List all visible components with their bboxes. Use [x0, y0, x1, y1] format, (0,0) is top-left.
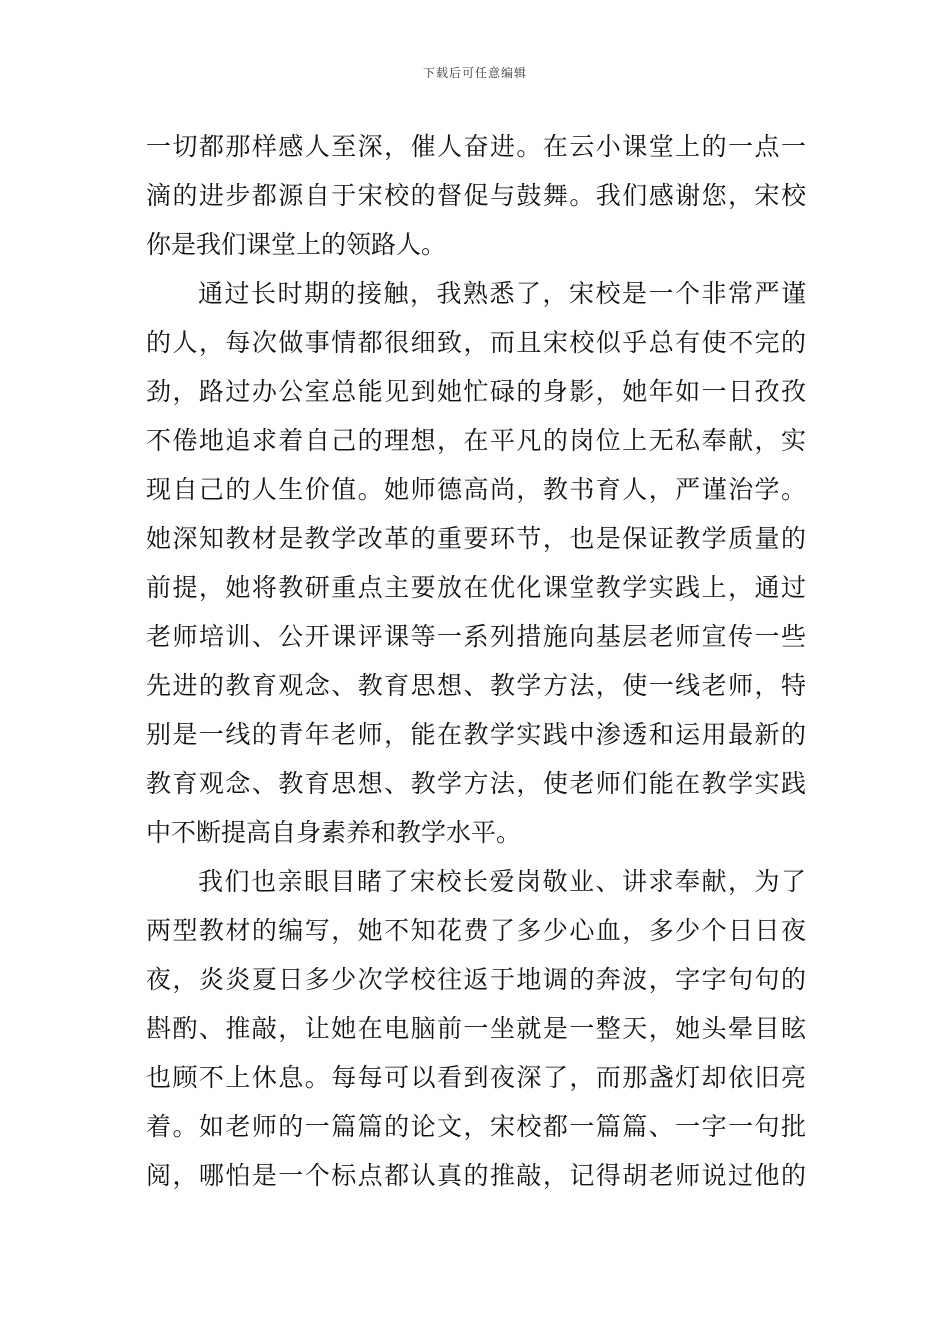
document-body — [146, 122, 806, 1200]
text-line: 你是我们课堂上的领路人。 — [146, 230, 447, 259]
text-line: 先进的教育观念、教育思想、教学方法，使一线老师，特 — [146, 671, 806, 700]
text-line: 老师培训、公开课评课等一系列措施向基层老师宣传一些 — [146, 622, 806, 651]
text-line: 阅，哪怕是一个标点都认真的推敲，记得胡老师说过他的 — [146, 1161, 806, 1190]
text-line: 别是一线的青年老师，能在教学实践中渗透和运用最新的 — [146, 720, 806, 749]
text-line: 两型教材的编写，她不知花费了多少心血，多少个日日夜 — [146, 916, 806, 945]
paragraph-first-line: 我们也亲眼目睹了宋校长爱岗敬业、讲求奉献，为了 — [198, 867, 806, 896]
text-line: 她深知教材是教学改革的重要环节，也是保证教学质量的 — [146, 524, 806, 553]
text-line: 斟酌、推敲，让她在电脑前一坐就是一整天，她头晕目眩 — [146, 1014, 806, 1043]
text-line: 着。如老师的一篇篇的论文，宋校都一篇篇、一字一句批 — [146, 1112, 806, 1141]
text-line: 也顾不上休息。每每可以看到夜深了，而那盏灯却依旧亮 — [146, 1063, 806, 1092]
text-line: 前提，她将教研重点主要放在优化课堂教学实践上，通过 — [146, 573, 806, 602]
paragraph-first-line: 通过长时期的接触，我熟悉了，宋校是一个非常严谨 — [198, 279, 806, 308]
text-line: 现自己的人生价值。她师德高尚，教书育人，严谨治学。 — [146, 475, 806, 504]
text-line: 滴的进步都源自于宋校的督促与鼓舞。我们感谢您，宋校 — [146, 181, 806, 210]
text-line: 夜，炎炎夏日多少次学校往返于地调的奔波，字字句句的 — [146, 965, 806, 994]
text-line: 教育观念、教育思想、教学方法，使老师们能在教学实践 — [146, 769, 806, 798]
text-line: 劲，路过办公室总能见到她忙碌的身影，她年如一日孜孜 — [146, 377, 806, 406]
text-line: 的人，每次做事情都很细致，而且宋校似乎总有使不完的 — [146, 328, 806, 357]
text-line: 中不断提高自身素养和教学水平。 — [146, 818, 522, 847]
text-line: 一切都那样感人至深，催人奋进。在云小课堂上的一点一 — [146, 132, 806, 161]
page-header: 下载后可任意编辑 — [422, 66, 527, 80]
text-line: 不倦地追求着自己的理想，在平凡的岗位上无私奉献，实 — [146, 426, 806, 455]
